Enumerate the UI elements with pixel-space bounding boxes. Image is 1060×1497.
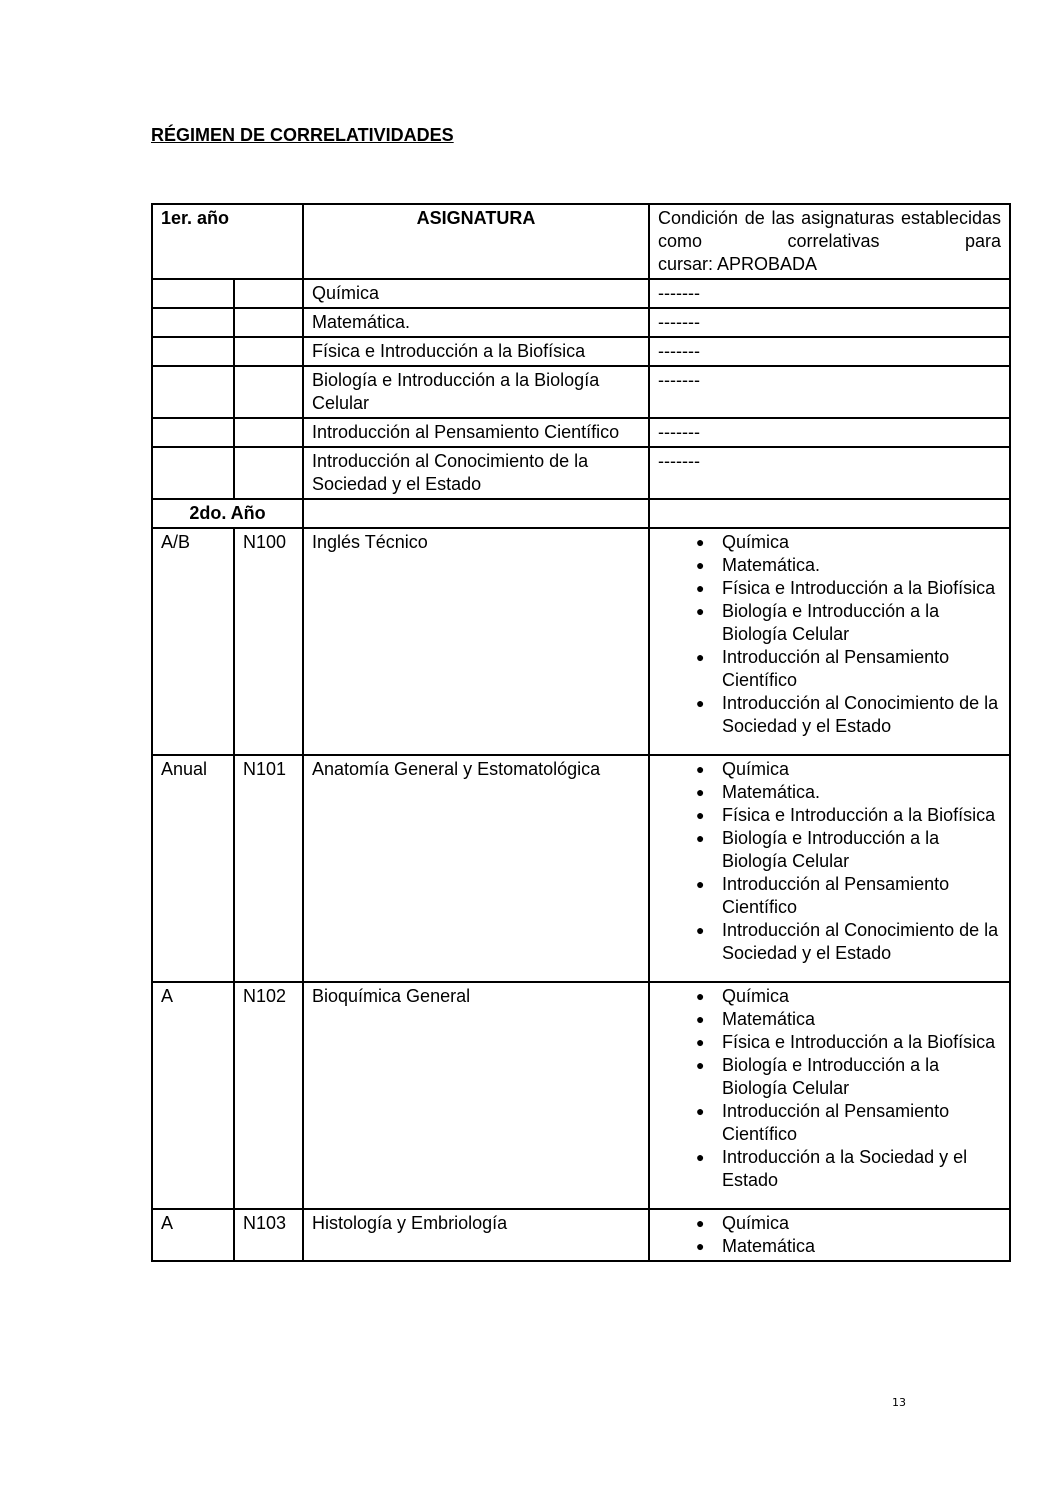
header-condition-line2: cursar: APROBADA xyxy=(658,254,818,274)
code-cell xyxy=(234,447,303,499)
table-row xyxy=(152,982,1010,1209)
correlatives-list xyxy=(658,531,1001,752)
table-row xyxy=(152,418,1010,447)
header-year: 1er. año xyxy=(152,204,303,279)
section-year-label: 2do. Año xyxy=(152,499,303,528)
subject-cell xyxy=(303,499,649,528)
list-item: ● Biología e Introducción a la Biología Celular xyxy=(658,600,1001,646)
period-cell: A xyxy=(152,982,234,1209)
table-row xyxy=(152,337,1010,366)
list-item: ● Biología e Introducción a la Biología Celular xyxy=(658,1054,1001,1100)
table-row xyxy=(152,447,1010,499)
subject-cell: Matemática. xyxy=(303,308,649,337)
header-condition-line1: Condición de las asignaturas establecidas como correlativas para xyxy=(658,208,1002,251)
condition-cell: ------- xyxy=(649,308,1010,337)
list-item: ● Química xyxy=(658,758,1001,781)
page-number: 13 xyxy=(892,1396,906,1409)
period-cell xyxy=(152,308,234,337)
condition-cell: ------- xyxy=(649,418,1010,447)
period-cell xyxy=(152,337,234,366)
page-title: RÉGIMEN DE CORRELATIVIDADES xyxy=(151,125,454,145)
subject-cell: Inglés Técnico xyxy=(303,528,649,755)
table-row xyxy=(152,1209,1010,1261)
code-cell: N100 xyxy=(234,528,303,755)
period-cell: Anual xyxy=(152,755,234,982)
correlatives-cell xyxy=(649,755,1010,982)
code-cell: N101 xyxy=(234,755,303,982)
table-row xyxy=(152,308,1010,337)
list-item: ● Introducción a la Sociedad y el Estado xyxy=(658,1146,1001,1192)
header-condition xyxy=(649,204,1010,279)
list-item: ● Física e Introducción a la Biofísica xyxy=(658,1031,1001,1054)
condition-cell: ------- xyxy=(649,279,1010,308)
period-cell: A xyxy=(152,1209,234,1261)
list-item: ● Introducción al Conocimiento de la Sociedad y el Estado xyxy=(658,692,1001,738)
list-item: ● Física e Introducción a la Biofísica xyxy=(658,577,1001,600)
correlatives-cell xyxy=(649,982,1010,1209)
list-item: ● Matemática xyxy=(658,1008,1001,1031)
subject-cell: Introducción al Conocimiento de la Sociedad y el Estado xyxy=(303,447,649,499)
table-row xyxy=(152,755,1010,982)
correlatives-list xyxy=(658,758,1001,979)
list-item: ● Introducción al Pensamiento Científico xyxy=(658,1100,1001,1146)
correlatives-table xyxy=(151,203,1011,1262)
condition-cell: ------- xyxy=(649,366,1010,418)
code-cell xyxy=(234,308,303,337)
correlatives-cell xyxy=(649,528,1010,755)
code-cell xyxy=(234,418,303,447)
condition-cell: ------- xyxy=(649,447,1010,499)
condition-cell xyxy=(649,499,1010,528)
code-cell xyxy=(234,366,303,418)
subject-cell: Introducción al Pensamiento Científico xyxy=(303,418,649,447)
list-item: ● Matemática. xyxy=(658,781,1001,804)
correlatives-list xyxy=(658,985,1001,1206)
code-cell xyxy=(234,337,303,366)
list-item: ● Química xyxy=(658,1212,1001,1235)
list-item: ● Química xyxy=(658,985,1001,1008)
table-row xyxy=(152,279,1010,308)
period-cell xyxy=(152,279,234,308)
list-item: ● Matemática. xyxy=(658,554,1001,577)
code-cell xyxy=(234,279,303,308)
subject-cell: Anatomía General y Estomatológica xyxy=(303,755,649,982)
subject-cell: Física e Introducción a la Biofísica xyxy=(303,337,649,366)
correlatives-cell xyxy=(649,1209,1010,1261)
list-item: ● Introducción al Pensamiento Científico xyxy=(658,873,1001,919)
condition-cell: ------- xyxy=(649,337,1010,366)
table-header-row xyxy=(152,204,1010,279)
period-cell xyxy=(152,447,234,499)
subject-cell: Bioquímica General xyxy=(303,982,649,1209)
list-item: ● Introducción al Pensamiento Científico xyxy=(658,646,1001,692)
correlatives-list xyxy=(658,1212,1001,1258)
header-subject: ASIGNATURA xyxy=(303,204,649,279)
list-item: ● Biología e Introducción a la Biología Celular xyxy=(658,827,1001,873)
subject-cell: Histología y Embriología xyxy=(303,1209,649,1261)
list-item: ● Química xyxy=(658,531,1001,554)
list-item: ● Física e Introducción a la Biofísica xyxy=(658,804,1001,827)
period-cell xyxy=(152,366,234,418)
subject-cell: Química xyxy=(303,279,649,308)
list-item: ● Matemática xyxy=(658,1235,1001,1258)
table-row xyxy=(152,366,1010,418)
subject-cell: Biología e Introducción a la Biología Celular xyxy=(303,366,649,418)
code-cell: N102 xyxy=(234,982,303,1209)
code-cell: N103 xyxy=(234,1209,303,1261)
table-row xyxy=(152,528,1010,755)
period-cell xyxy=(152,418,234,447)
period-cell: A/B xyxy=(152,528,234,755)
list-item: ● Introducción al Conocimiento de la Sociedad y el Estado xyxy=(658,919,1001,965)
section-row xyxy=(152,499,1010,528)
